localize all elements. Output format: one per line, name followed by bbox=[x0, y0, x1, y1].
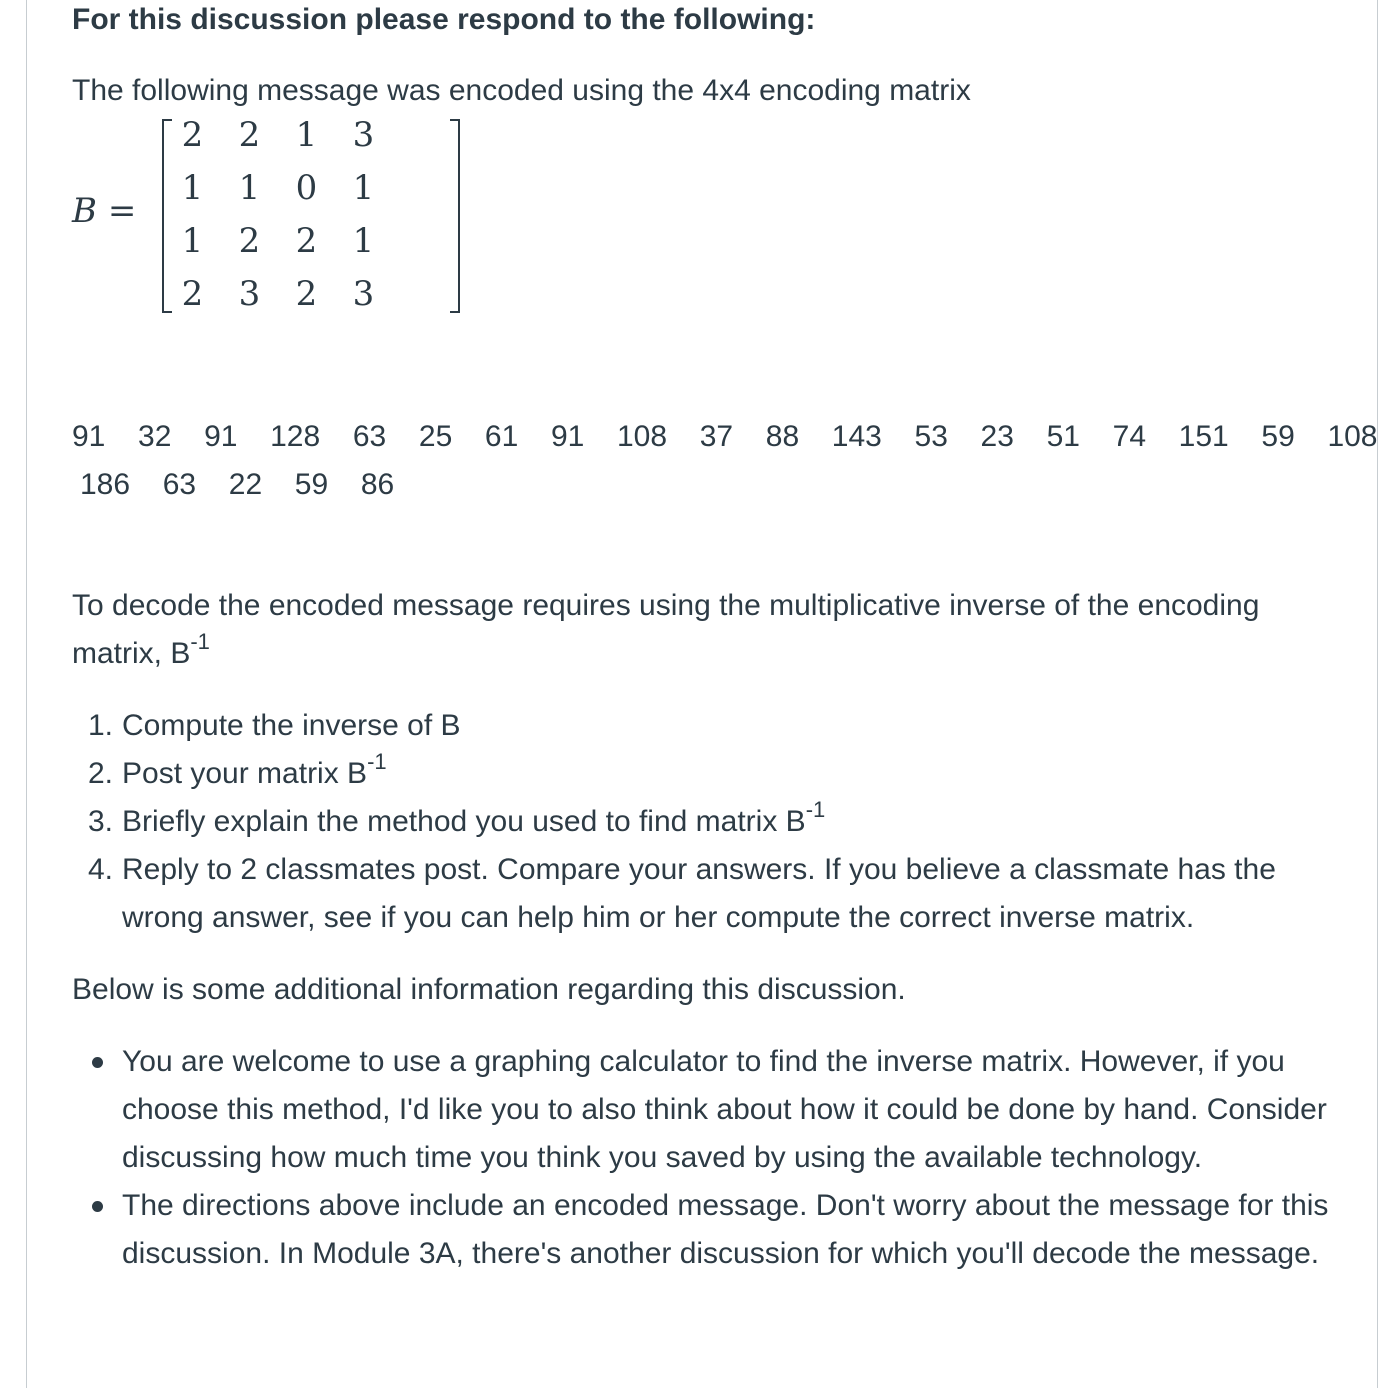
note-text: The directions above include an encoded message. Don't worry about the message for this discussion. In Module 3A, there's another discussion for which you'll decode the message. bbox=[122, 1189, 1329, 1270]
matrix-cell: 3 bbox=[352, 115, 375, 155]
decode-superscript: -1 bbox=[190, 629, 210, 654]
matrix-cell: 1 bbox=[238, 168, 261, 208]
list-item bbox=[88, 798, 1328, 846]
matrix-cell: 0 bbox=[295, 168, 318, 208]
list-item bbox=[88, 1182, 1338, 1278]
encoded-message bbox=[72, 413, 1378, 509]
step-text: Reply to 2 classmates post. Compare your answers. If you believe a classmate has the wrong answer, see if you can help him or her compute the correct inverse matrix. bbox=[122, 853, 1276, 934]
step-text: Post your matrix B bbox=[122, 757, 368, 790]
matrix-cell: 2 bbox=[238, 221, 261, 261]
step-text: Compute the inverse of B bbox=[122, 709, 461, 742]
decode-paragraph bbox=[72, 582, 1342, 678]
matrix-cell: 3 bbox=[352, 274, 375, 314]
list-item bbox=[88, 702, 1328, 750]
list-marker: 2. bbox=[88, 757, 114, 790]
step-text: Briefly explain the method you used to find matrix B bbox=[122, 805, 806, 838]
discussion-heading: For this discussion please respond to the following: bbox=[72, 3, 816, 36]
matrix-variable: B bbox=[72, 191, 97, 231]
matrix-cell: 2 bbox=[295, 274, 318, 314]
bullet-icon bbox=[92, 1201, 103, 1212]
matrix-cell: 1 bbox=[295, 115, 318, 155]
matrix-cell: 2 bbox=[181, 115, 204, 155]
additional-info-text: Below is some additional information regarding this discussion. bbox=[72, 973, 906, 1006]
step-superscript: -1 bbox=[805, 797, 826, 822]
list-item bbox=[88, 750, 1328, 798]
list-item bbox=[88, 1038, 1338, 1182]
matrix-cell: 2 bbox=[295, 221, 318, 261]
decode-text: To decode the encoded message requires using the multiplicative inverse of the encoding matrix, B bbox=[72, 589, 1260, 670]
encoded-message-line: 91 32 91 128 63 25 61 91 108 37 88 143 53 23 51 74 151 59 108 bbox=[72, 420, 1378, 453]
matrix-grid bbox=[172, 115, 450, 327]
matrix-cell: 1 bbox=[352, 221, 375, 261]
steps-list bbox=[88, 702, 1328, 942]
matrix-row bbox=[172, 221, 450, 274]
matrix-label bbox=[72, 191, 136, 231]
matrix-cell: 1 bbox=[181, 221, 204, 261]
matrix-cell: 2 bbox=[181, 274, 204, 314]
matrix-cell: 3 bbox=[238, 274, 261, 314]
step-superscript: -1 bbox=[367, 749, 387, 774]
note-text: You are welcome to use a graphing calculator to find the inverse matrix. However, if you choose this method, I'd like you to also think about how it could be done by hand. Consider discussing how much time you think you saved by using the available technology. bbox=[122, 1045, 1327, 1174]
matrix-equals: = bbox=[107, 191, 137, 231]
bullet-icon bbox=[92, 1057, 103, 1068]
list-item bbox=[88, 846, 1328, 942]
intro-text: The following message was encoded using the 4x4 encoding matrix bbox=[72, 74, 971, 107]
list-marker: 3. bbox=[88, 805, 114, 838]
list-marker: 1. bbox=[88, 709, 114, 742]
matrix-cell: 2 bbox=[238, 115, 261, 155]
matrix-cell: 1 bbox=[181, 168, 204, 208]
matrix-row bbox=[172, 115, 450, 168]
list-marker: 4. bbox=[88, 853, 114, 886]
matrix-row bbox=[172, 168, 450, 221]
encoded-message-line: 186 63 22 59 86 bbox=[80, 468, 395, 501]
matrix-cell: 1 bbox=[352, 168, 375, 208]
matrix-row bbox=[172, 274, 450, 327]
notes-list bbox=[88, 1038, 1338, 1278]
matrix-right-bracket bbox=[450, 119, 460, 313]
